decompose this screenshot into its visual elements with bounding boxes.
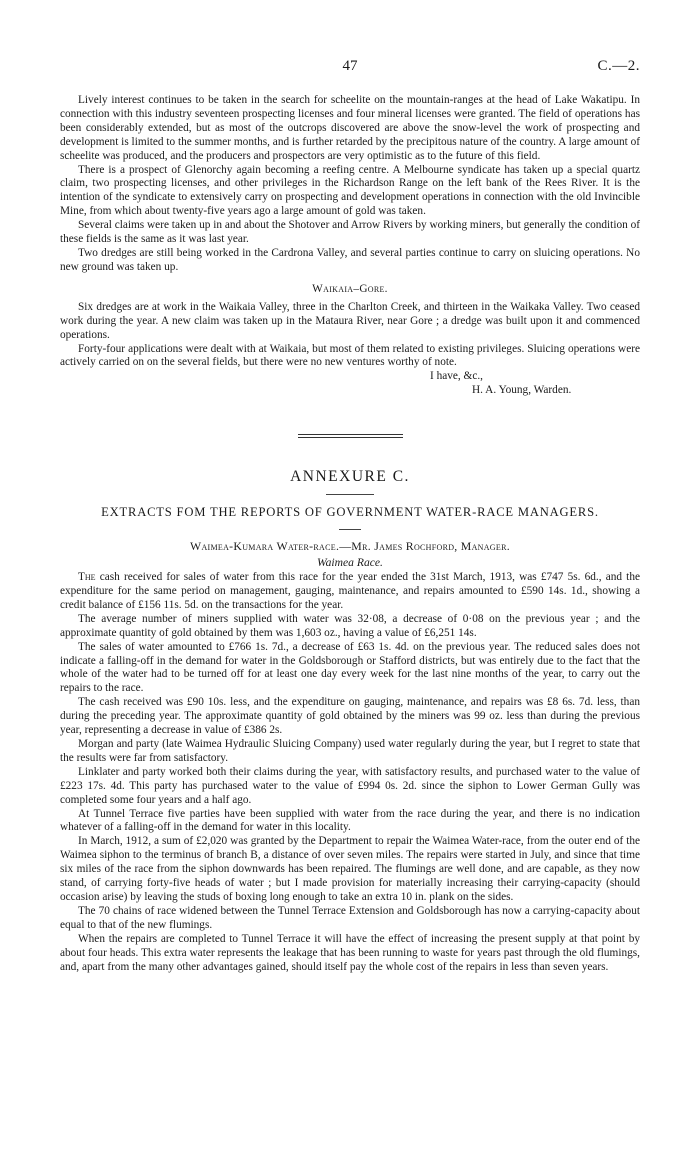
annexure-title: ANNEXURE C.: [290, 468, 410, 486]
subheading-waimea-race: Waimea Race.: [317, 556, 383, 570]
document-reference: C.—2.: [597, 58, 640, 74]
page-number: 47: [342, 58, 358, 74]
paragraph: [60, 571, 640, 613]
paragraph: When the repairs are completed to Tunnel Terrace it will have the effect of increasing the present supply at that point by about four heads. This extra water represents the leakage that has been running to waste for years past through the old flumings, and, apart from the many other advantages gained, should itself pay the whole cost of the repairs in less than seven years.: [60, 932, 640, 973]
paragraph: The average number of miners supplied with water was 32·08, a decrease of 0·08 on the previous year ; and the approximate quantity of gold obtained by them was 1,603 oz., having a value of £6,251 14s.: [60, 612, 640, 639]
signoff-signature: H. A. Young, Warden.: [472, 384, 572, 397]
paragraph: At Tunnel Terrace five parties have been supplied with water from the race during the year, and there is no indication whatever of a falling-off in the demand for water in this locality.: [60, 807, 640, 834]
signoff: [60, 370, 640, 398]
first-word: The: [78, 571, 96, 584]
section-heading-waimea-kumara: [60, 539, 640, 554]
paragraph: Forty-four applications were dealt with at Waikaia, but most of them related to existing privileges. Sluicing operations were actively carried on on the several fields, but there were no new ventures worthy of note.: [60, 342, 640, 369]
paragraph: Six dredges are at work in the Waikaia Valley, three in the Charlton Creek, and thirteen in the Waikaka Valley. Two ceased work during the year. A new claim was taken up in the Mataura River, near Gore ; a dredge was built upon it and commenced operations.: [60, 300, 640, 341]
document-body: [60, 94, 640, 974]
paragraph: In March, 1912, a sum of £2,020 was granted by the Department to repair the Waimea Water-race, from the outer end of the Waimea siphon to the terminus of branch B, a distance of over seven miles. The repairs were started in July, and since that time six miles of the race from the siphon downwards has been repaired. The flumings are well done, and are capable, as they now stand, of carrying forty-five heads of water ; but I made provision for materially increasing their carrying-capacity (should occasion arise) by leaving the studs of boxing long enough to take an extra 10 in. plank on the sides.: [60, 835, 640, 903]
paragraph: The 70 chains of race widened between the Tunnel Terrace Extension and Goldsborough has now a carrying-capacity about equal to that of the new flumings.: [60, 904, 640, 931]
paragraph: Linklater and party worked both their claims during the year, with satisfactory results, and purchased water to the value of £223 17s. 4d. This party has purchased water to the value of £994 0s. 2d. since the siphon to Lower German Gully was completed some four years and a half ago.: [60, 765, 640, 806]
section-name: Waimea-Kumara Water-race.: [190, 539, 340, 554]
subtitle-rule: [339, 529, 361, 530]
section-divider: [298, 434, 403, 438]
paragraph: There is a prospect of Glenorchy again becoming a reefing centre. A Melbourne syndicate has taken up a special quartz claim, two prospecting licenses, and other privileges in the Richardson Range on the left bank of the Rees River. It is the intention of the syndicate to extensively carry on prospecting and development operations in connection with the old Invincible Mine, from which about twenty-five years ago a large amount of gold was taken.: [60, 163, 640, 218]
paragraph: Two dredges are still being worked in the Cardrona Valley, and several parties continue to carry on sluicing operations. No new ground was taken up.: [60, 246, 640, 273]
paragraph: Lively interest continues to be taken in the search for scheelite on the mountain-ranges at the head of Lake Wakatipu. In connection with this industry seventeen prospecting licenses and four mineral licenses were granted. The field of operations has been considerably extended, but as most of the outcrops discovered are above the snow-level the work of prospecting and development is limited to the summer months, and is further retarded by the precipitous nature of the country. A large amount of scheelite was produced, and the producers and prospectors are very optimistic as to the future of this field.: [60, 94, 640, 162]
paragraph: The cash received was £90 10s. less, and the expenditure on gauging, maintenance, and repairs was £8 6s. 7d. less, than during the preceding year. The approximate quantity of gold obtained by the miners was 99 oz. less than during the previous year, representing a decrease in value of £386 2s.: [60, 696, 640, 737]
paragraph-text: cash received for sales of water from this race for the year ended the 31st March, 1913, was £747 5s. 6d., and the expenditure for the same period on management, gauging, maintenance, and repairs amounted to £590 14s. 1d., showing a credit balance of £156 11s. 5d. on the transactions for the year.: [60, 571, 640, 611]
title-rule: [326, 494, 374, 495]
extracts-title: EXTRACTS FOM THE REPORTS OF GOVERNMENT WATER-RACE MANAGERS.: [101, 505, 599, 520]
paragraph: The sales of water amounted to £766 1s. 7d., a decrease of £63 1s. 4d. on the previous year. The reduced sales does not indicate a falling-off in the demand for water in the Goldsborough or Stafford districts, but was entirely due to the fact that the whole of the water had to be turned off for at least one day every week for the last nine months of the year, to carry out the repairs to the race.: [60, 640, 640, 695]
section-heading-waikaia-gore: Waikaia–Gore.: [312, 282, 388, 295]
signoff-greeting: I have, &c.,: [430, 370, 484, 383]
paragraph: Several claims were taken up in and about the Shotover and Arrow Rivers by working miners, but generally the condition of these fields is the same as it was last year.: [60, 219, 640, 246]
paragraph: Morgan and party (late Waimea Hydraulic Sluicing Company) used water regularly during the year, but I regret to state that the results were far from satisfactory.: [60, 738, 640, 764]
section-manager: —Mr. James Rochford, Manager.: [339, 539, 510, 554]
